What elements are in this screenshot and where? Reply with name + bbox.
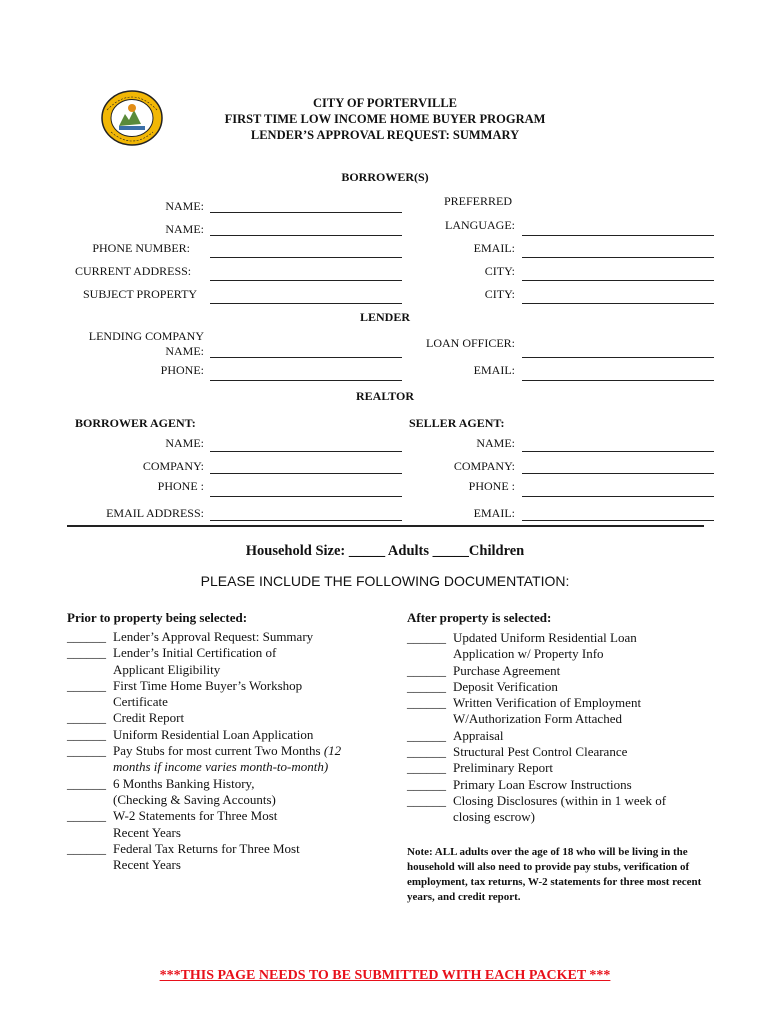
list-item: ______ Uniform Residential Loan Application [67,726,314,742]
seller-agent-phone-field[interactable] [522,496,714,497]
list-item: ______ Lender’s Approval Request: Summary [67,629,314,644]
borrower-email-label: EMAIL: [473,241,515,255]
lender-email-field[interactable] [522,380,714,381]
city-1-field[interactable] [522,280,714,281]
seller-agent-name-label: NAME: [476,436,515,450]
borrower-agent-phone-label: PHONE : [157,479,204,493]
list-item: ______ Purchase Agreement [407,662,561,678]
subject-property-field[interactable] [210,303,402,304]
list-item: ______ Closing Disclosures (within in 1 week of [407,792,667,808]
list-item: ______ Structural Pest Control Clearance [407,744,628,760]
list-item: ______ Primary Loan Escrow Instructions [407,776,632,792]
loan-officer-label: LOAN OFFICER: [425,336,515,350]
prior-to-selection-list [67,629,387,873]
after-selection-list [407,630,707,826]
borrower-agent-email-label: EMAIL ADDRESS: [106,506,204,520]
borrower-agent-phone-field[interactable] [210,496,402,497]
phone-number-label: PHONE NUMBER: [92,241,190,255]
current-address-field[interactable] [210,280,402,281]
subject-property-label: SUBJECT PROPERTY [83,287,198,301]
seller-agent-email-field[interactable] [522,520,714,521]
city-2-field[interactable] [522,303,714,304]
preferred-label: PREFERRED [444,194,513,208]
list-item: ______ Pay Stubs for most current Two Months (12 [67,743,342,759]
list-item: ______ Written Verification of Employment [407,695,642,711]
list-item: ______ Federal Tax Returns for Three Most [67,840,300,856]
current-address-label: CURRENT ADDRESS: [75,264,192,278]
list-item: ______ First Time Home Buyer’s Workshop [67,677,303,693]
borrower-agent-heading: BORROWER AGENT: [75,416,196,430]
list-item-continued: Applicant Eligibility [113,661,221,677]
list-item: ______ Deposit Verification [407,678,558,694]
documentation-heading: PLEASE INCLUDE THE FOLLOWING DOCUMENTATION: [200,573,570,589]
seller-agent-phone-label: PHONE : [468,479,515,493]
lending-company-label-a: LENDING COMPANY [88,329,204,343]
borrower-agent-company-field[interactable] [210,473,402,474]
seller-agent-heading: SELLER AGENT: [409,416,505,430]
lending-company-field[interactable] [210,357,402,358]
borrower-agent-company-label: COMPANY: [142,459,204,473]
section-divider [67,525,704,527]
borrower-name-2-field[interactable] [210,235,402,236]
list-item: ______ 6 Months Banking History, [67,775,255,791]
borrower-agent-email-field[interactable] [210,520,402,521]
header-city: CITY OF PORTERVILLE [312,96,458,110]
list-item-continued: months if income varies month-to-month) [113,759,329,775]
loan-officer-field[interactable] [522,357,714,358]
list-item-continued: Certificate [113,694,168,710]
borrower-agent-name-field[interactable] [210,451,402,452]
seller-agent-company-field[interactable] [522,473,714,474]
language-label: LANGUAGE: [445,218,515,232]
borrower-name-2-label: NAME: [165,222,204,236]
after-selection-title: After property is selected: [407,610,552,625]
city-1-label: CITY: [484,264,515,278]
lender-email-label: EMAIL: [473,363,515,377]
realtor-heading: REALTOR [355,389,415,403]
list-item-continued: (Checking & Saving Accounts) [113,791,276,807]
household-size-line: Household Size: _____ Adults _____Children [245,543,525,559]
lender-phone-label: PHONE: [160,363,204,377]
lender-heading: LENDER [359,310,410,324]
borrower-email-field[interactable] [522,257,714,258]
prior-to-selection-title: Prior to property being selected: [67,610,248,625]
list-item-continued: Application w/ Property Info [453,646,604,662]
list-item: ______ Preliminary Report [407,760,554,776]
list-item: ______ Updated Uniform Residential Loan [407,630,637,645]
borrower-name-1-field[interactable] [210,212,402,213]
list-item: ______ Appraisal [407,727,504,743]
header-program: FIRST TIME LOW INCOME HOME BUYER PROGRAM [224,112,546,126]
phone-number-field[interactable] [210,257,402,258]
borrower-name-1-label: NAME: [165,199,204,213]
city-2-label: CITY: [484,287,515,301]
list-item-continued: Recent Years [113,824,181,840]
list-item: ______ Credit Report [67,710,185,726]
list-item: ______ W-2 Statements for Three Most [67,808,278,824]
borrower-agent-name-label: NAME: [165,436,204,450]
seller-agent-company-label: COMPANY: [453,459,515,473]
seller-agent-name-field[interactable] [522,451,714,452]
header-form-title: LENDER’S APPROVAL REQUEST: SUMMARY [250,128,520,142]
list-item-continued: W/Authorization Form Attached [453,711,622,727]
language-field[interactable] [522,235,714,236]
list-item-continued: closing escrow) [453,809,535,825]
list-item: ______ Lender’s Initial Certification of [67,645,277,661]
lender-phone-field[interactable] [210,380,402,381]
list-item-continued: Recent Years [113,857,181,873]
borrowers-heading: BORROWER(S) [341,170,429,184]
lending-company-label-b: NAME: [165,344,204,358]
adults-note: Note: ALL adults over the age of 18 who will be living in the household will also need to provide pay stubs, verification of employment, tax returns, W-2 statements for three most recent years, and credit report. [407,846,702,903]
seller-agent-email-label: EMAIL: [473,506,515,520]
submission-notice: ***THIS PAGE NEEDS TO BE SUBMITTED WITH EACH PACKET *** [159,968,611,983]
